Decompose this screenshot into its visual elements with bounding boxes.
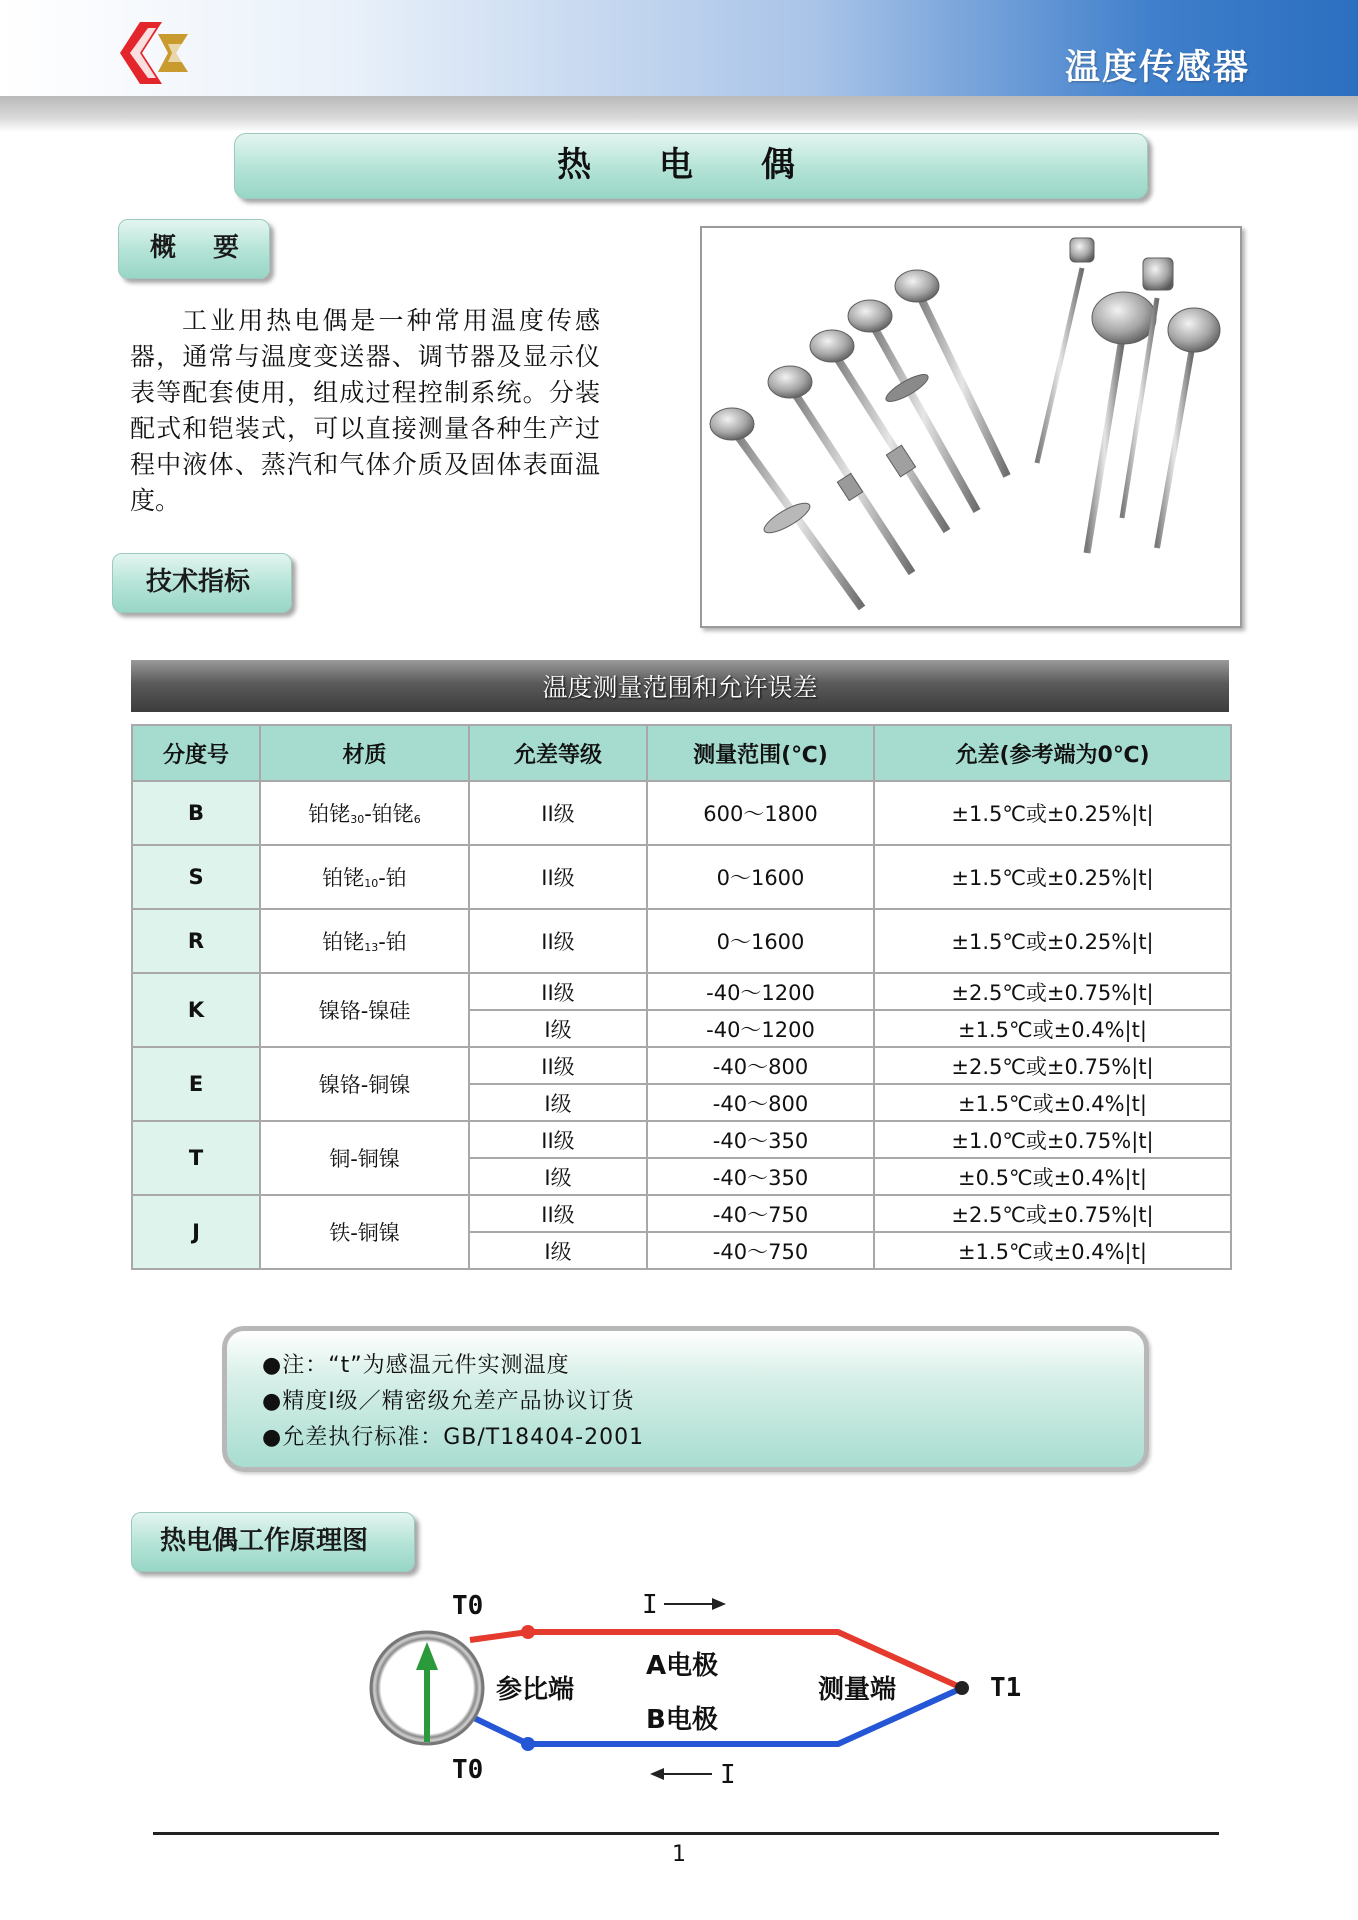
table-row	[132, 845, 1231, 909]
thermocouple-illustration	[702, 228, 1240, 626]
grade: II级	[469, 909, 647, 973]
type-code: S	[132, 845, 260, 909]
tolerance: ±1.5℃或±0.4%|t|	[874, 1010, 1231, 1047]
grade: I级	[469, 1232, 647, 1269]
tolerance: ±1.5℃或±0.25%|t|	[874, 909, 1231, 973]
footer-divider	[153, 1832, 1219, 1835]
junction-dot	[521, 1625, 535, 1639]
material	[260, 845, 469, 909]
table-row	[132, 1121, 1231, 1158]
t0-bottom-label: T0	[452, 1755, 484, 1785]
page-number: 1	[672, 1842, 686, 1867]
table-header-row	[132, 725, 1231, 781]
range: -40～800	[647, 1084, 874, 1121]
range: -40～800	[647, 1047, 874, 1084]
material-part: 铂铑	[308, 802, 351, 826]
grade: II级	[469, 1195, 647, 1232]
table-row	[132, 1195, 1231, 1232]
note-item: ●精度Ⅰ级／精密级允差产品协议订货	[262, 1389, 635, 1414]
tolerance: ±1.0℃或±0.75%|t|	[874, 1121, 1231, 1158]
overview-heading: 概 要	[150, 233, 254, 263]
range: -40～350	[647, 1158, 874, 1195]
grade: II级	[469, 781, 647, 845]
material: 铜-铜镍	[260, 1121, 469, 1195]
thermocouple-products-image	[700, 226, 1242, 628]
table-row	[132, 781, 1231, 845]
page-title: 热 电 偶	[557, 145, 823, 185]
overview-paragraph: 工业用热电偶是一种常用温度传感器，通常与温度变送器、调节器及显示仪表等配套使用，组成过程控制系统。分装配式和铠装式，可以直接测量各种生产过程中液体、蒸汽和气体介质及固体表面温度。	[130, 306, 600, 515]
range: -40～750	[647, 1232, 874, 1269]
type-code: J	[132, 1195, 260, 1269]
grade: I级	[469, 1010, 647, 1047]
header-tolerance: 允差(参考端为0℃)	[874, 725, 1231, 781]
range: -40～1200	[647, 973, 874, 1010]
tolerance: ±2.5℃或±0.75%|t|	[874, 1195, 1231, 1232]
b-electrode-label: B电极	[646, 1705, 718, 1735]
thermocouple-diagram	[360, 1580, 1040, 1790]
t0-top-label: T0	[452, 1591, 484, 1621]
material: 铁-铜镍	[260, 1195, 469, 1269]
arrow-head-icon	[650, 1768, 664, 1780]
header-shadow	[0, 96, 1358, 132]
type-code: E	[132, 1047, 260, 1121]
material-part: 铂铑	[322, 866, 365, 890]
material-part: -铂	[378, 866, 407, 890]
type-code: K	[132, 973, 260, 1047]
range: -40～750	[647, 1195, 874, 1232]
tolerance: ±1.5℃或±0.4%|t|	[874, 1232, 1231, 1269]
header-material: 材质	[260, 725, 469, 781]
measurement-junction-dot	[955, 1681, 969, 1695]
material-subscript: 13	[364, 941, 379, 954]
grade: II级	[469, 1047, 647, 1084]
junction-dot	[521, 1737, 535, 1751]
table-row	[132, 1047, 1231, 1084]
material-subscript: 30	[350, 813, 365, 826]
current-bottom-label: I	[720, 1760, 736, 1790]
tolerance: ±1.5℃或±0.4%|t|	[874, 1084, 1231, 1121]
type-code: B	[132, 781, 260, 845]
tolerance: ±1.5℃或±0.25%|t|	[874, 781, 1231, 845]
tolerance: ±0.5℃或±0.4%|t|	[874, 1158, 1231, 1195]
grade: I级	[469, 1158, 647, 1195]
tolerance: ±2.5℃或±0.75%|t|	[874, 1047, 1231, 1084]
material: 镍铬-镍硅	[260, 973, 469, 1047]
grade: II级	[469, 973, 647, 1010]
grade: I级	[469, 1084, 647, 1121]
table-row	[132, 973, 1231, 1010]
principle-heading: 热电偶工作原理图	[160, 1526, 369, 1556]
header-title: 温度传感器	[1064, 48, 1250, 88]
material	[260, 909, 469, 973]
range: 0～1600	[647, 909, 874, 973]
range: 600～1800	[647, 781, 874, 845]
range: -40～1200	[647, 1010, 874, 1047]
material-part: -铂	[378, 930, 407, 954]
header-range: 测量范围(℃)	[647, 725, 874, 781]
measuring-end-label: 测量端	[818, 1675, 897, 1705]
material-subscript: 6	[413, 813, 421, 826]
table-caption: 温度测量范围和允许误差	[542, 673, 818, 702]
tolerance: ±2.5℃或±0.75%|t|	[874, 973, 1231, 1010]
note-item: ●注：“t”为感温元件实测温度	[262, 1353, 570, 1378]
table-row	[132, 909, 1231, 973]
company-logo-icon	[112, 20, 192, 86]
type-code: R	[132, 909, 260, 973]
grade: II级	[469, 1121, 647, 1158]
spec-heading: 技术指标	[146, 567, 251, 597]
spec-table	[131, 724, 1232, 1270]
note-item: ●允差执行标准：GB/T18404-2001	[262, 1425, 645, 1450]
range: 0～1600	[647, 845, 874, 909]
material	[260, 781, 469, 845]
arrow-head-icon	[712, 1598, 726, 1610]
material-subscript: 10	[364, 877, 379, 890]
type-code: T	[132, 1121, 260, 1195]
tolerance: ±1.5℃或±0.25%|t|	[874, 845, 1231, 909]
range: -40～350	[647, 1121, 874, 1158]
reference-end-label: 参比端	[496, 1675, 575, 1705]
header-code: 分度号	[132, 725, 260, 781]
grade: II级	[469, 845, 647, 909]
material: 镍铬-铜镍	[260, 1047, 469, 1121]
t1-label: T1	[990, 1673, 1022, 1703]
material-part: -铂铑	[364, 802, 414, 826]
header-grade: 允差等级	[469, 725, 647, 781]
a-electrode-label: A电极	[646, 1651, 719, 1681]
current-top-label: I	[642, 1590, 658, 1620]
material-part: 铂铑	[322, 930, 365, 954]
